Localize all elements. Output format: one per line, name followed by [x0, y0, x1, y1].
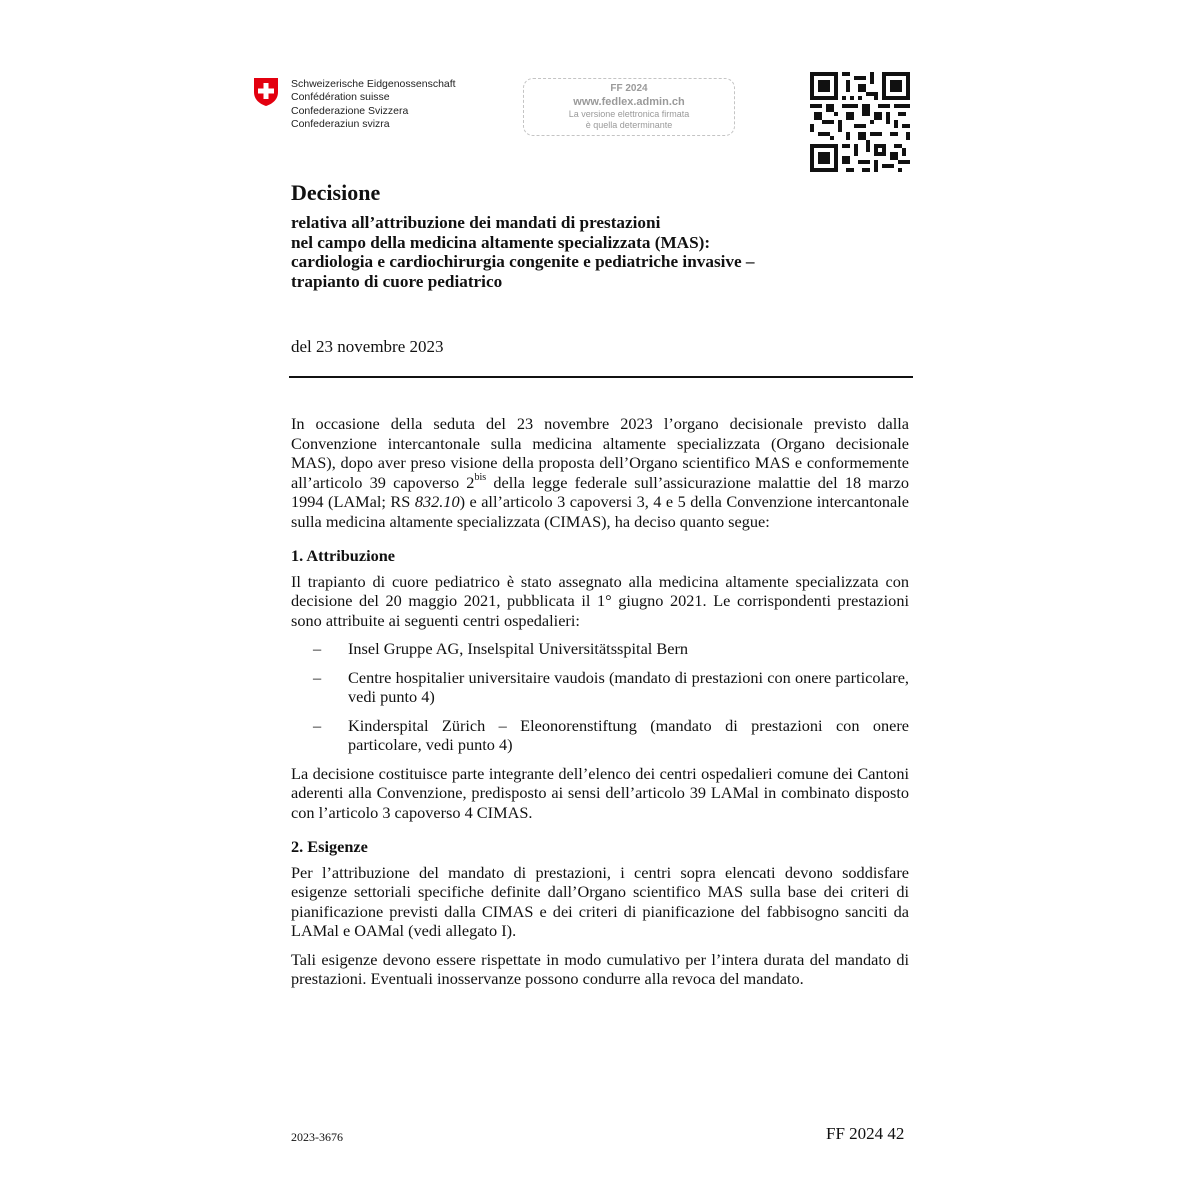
- list-dash: –: [313, 667, 322, 687]
- intro-text-c: ) e all’articolo 3 capoversi 3, 4 e 5 della Convenzione intercantonale sulla medicina altamente specializzata (CIMAS), ha deciso quanto segue:: [291, 492, 909, 531]
- document-date: del 23 novembre 2023: [291, 337, 444, 356]
- title-divider: [289, 376, 913, 378]
- document-number: 2023-3676: [291, 1130, 343, 1144]
- section-heading-esigenze: 2. Esigenze: [291, 837, 368, 856]
- list-dash: –: [313, 639, 322, 658]
- swiss-cross-icon: [253, 77, 279, 107]
- section1-closing-paragraph: La decisione costituisce parte integrante dell’elenco dei centri ospedalieri comune dei Cantoni aderenti alla Convenzione, predisposto ai sensi dell’articolo 39 LAMal in combinato disposto con l’articolo 3 capoverso 4 CIMAS.: [291, 763, 909, 822]
- subtitle-line: relativa all’attribuzione dei mandati di prestazioni: [291, 213, 661, 232]
- list-item-text: Centre hospitalier universitaire vaudois (mandato di prestazioni con onere particolare, vedi punto 4): [348, 667, 909, 706]
- section1-paragraph: Il trapianto di cuore pediatrico è stato assegnato alla medicina altamente specializzata con decisione del 20 maggio 2021, pubblicata il 1° giugno 2021. Le corrispondenti prestazioni sono attribuite ai seguenti centri ospedalieri:: [291, 571, 909, 630]
- confederation-name-de: Schweizerische Eidgenossenschaft: [291, 78, 456, 90]
- confederation-name-it: Confederazione Svizzera: [291, 104, 409, 117]
- confederation-name-rm: Confederaziun svizra: [291, 118, 390, 131]
- list-item: [291, 639, 909, 659]
- stamp-note-1: La versione elettronica firmata: [568, 109, 690, 119]
- confederation-name-fr: Confédération suisse: [291, 91, 390, 104]
- subtitle-line: nel campo della medicina altamente specializzata (MAS):: [291, 232, 711, 252]
- subtitle-line: cardiologia e cardiochirurgia congenite e pediatriche invasive –: [291, 252, 755, 271]
- document-subtitle: [291, 213, 911, 291]
- page-reference: FF 2024 42: [826, 1124, 905, 1143]
- list-item-text: Insel Gruppe AG, Inselspital Universitätsspital Bern: [348, 639, 689, 658]
- list-dash: –: [313, 715, 322, 735]
- intro-text-b: della legge federale sull’assicurazione malattie del 18 marzo 1994 (LAMal; RS: [291, 472, 909, 511]
- subtitle-line: trapianto di cuore pediatrico: [291, 271, 503, 291]
- electronic-version-stamp: [523, 78, 735, 136]
- list-item: [291, 716, 909, 755]
- section2-paragraph: Per l’attribuzione del mandato di prestazioni, i centri sopra elencati devono soddisfare esigenze settoriali specifiche definite dall’Organo scientifico MAS sulla base dei criteri di pianificazione previsti dalla CIMAS e dei criteri di pianificazione del fabbisogno sanciti da LAMal e OAMal (vedi allegato I).: [291, 862, 909, 940]
- hospital-list: [291, 639, 909, 755]
- stamp-note-2: è quella determinante: [585, 120, 673, 130]
- intro-paragraph: [291, 414, 909, 531]
- intro-text-a: In occasione della seduta del 23 novembre 2023 l’organo decisionale previsto dalla Convenzione intercantonale sulla medicina altamente specializzata (Organo decisionale MAS), dopo aver preso visione della proposta dell’Organo scientifico MAS e conformemente all’articolo 39 capoverso 2: [291, 414, 909, 492]
- list-item: [291, 668, 909, 707]
- stamp-ff-number: FF 2024: [610, 83, 648, 94]
- section2-closing-paragraph: Tali esigenze devono essere rispettate in modo cumulativo per l’intera durata del mandato di prestazioni. Eventuali inosservanze possono condurre alla revoca del mandato.: [291, 949, 909, 988]
- list-item-text: Kinderspital Zürich – Eleonorenstiftung (mandato di prestazioni con onere particolare, vedi punto 4): [348, 715, 909, 754]
- intro-superscript: bis: [474, 471, 487, 483]
- document-title: Decisione: [291, 180, 381, 205]
- document-body: [291, 414, 909, 998]
- confederation-names: [291, 78, 456, 132]
- qr-code-icon: [810, 72, 910, 172]
- stamp-url: www.fedlex.admin.ch: [573, 96, 685, 108]
- intro-rs-number: 832.10: [414, 492, 460, 511]
- section-heading-attribuzione: 1. Attribuzione: [291, 546, 396, 565]
